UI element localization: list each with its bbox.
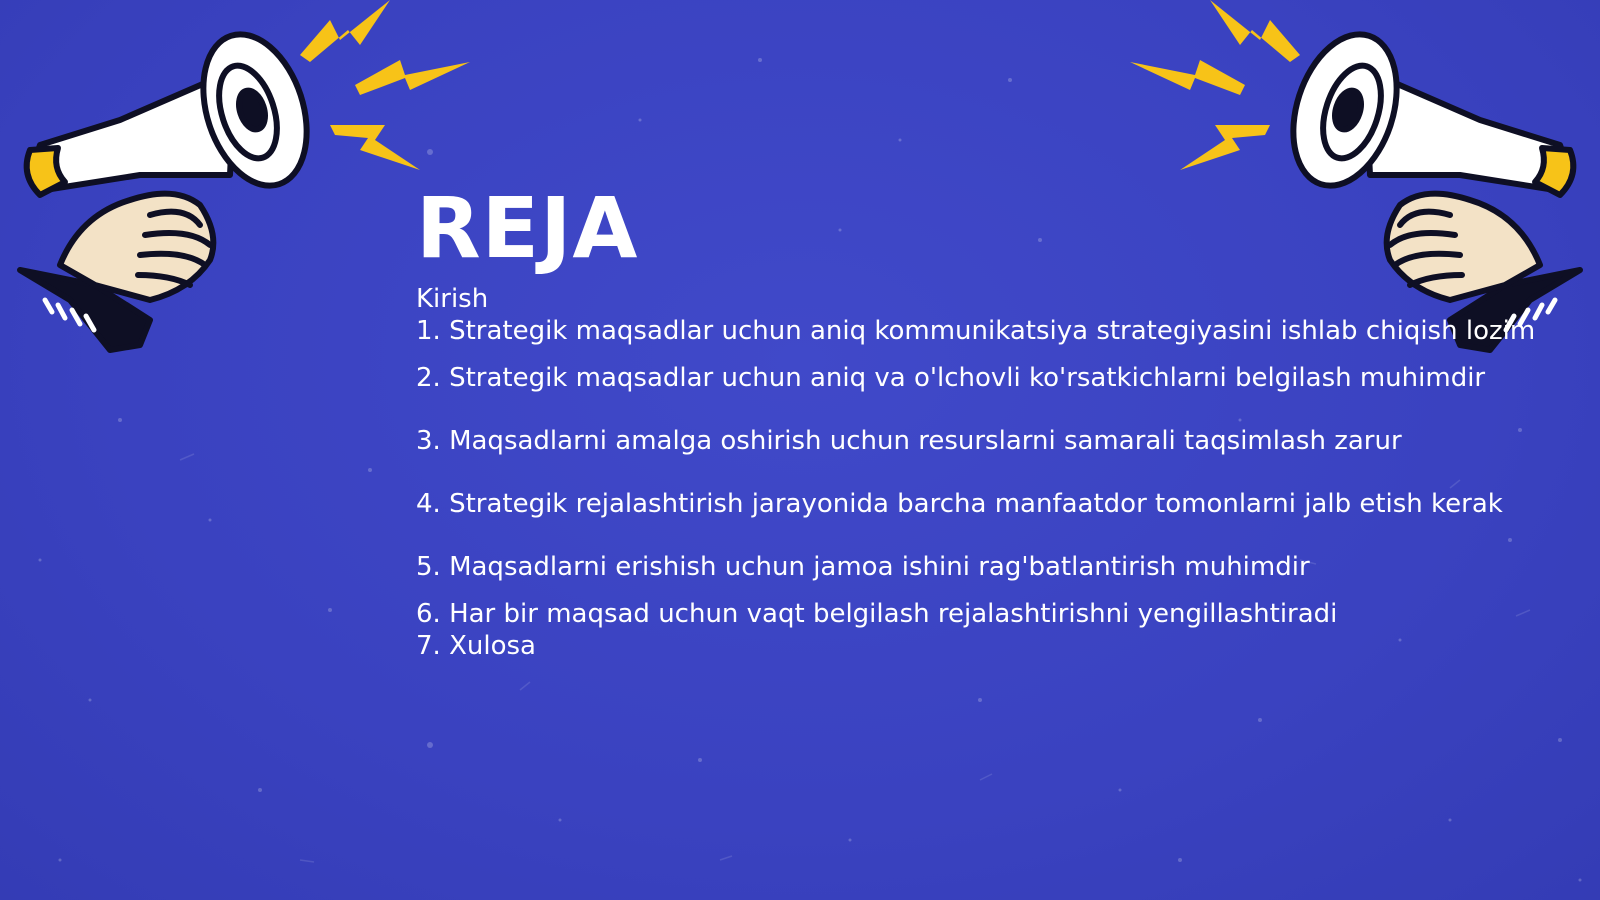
list-item: 4. Strategik rejalashtirish jarayonida barcha manfaatdor tomonlarni jalb etish kerak [416, 489, 1503, 519]
list-item: 3. Maqsadlarni amalga oshirish uchun resurslarni samarali taqsimlash zarur [416, 426, 1402, 456]
list-item: 1. Strategik maqsadlar uchun aniq kommunikatsiya strategiyasini ishlab chiqish lozim [416, 316, 1536, 346]
megaphone-left-icon [0, 0, 480, 370]
list-item: 6. Har bir maqsad uchun vaqt belgilash rejalashtirishni yengillashtiradi [416, 599, 1338, 629]
list-item: 5. Maqsadlarni erishish uchun jamoa ishini rag'batlantirish muhimdir [416, 552, 1310, 582]
intro-item: Kirish [416, 284, 489, 314]
slide-title: REJA [416, 179, 639, 277]
list-item: 7. Xulosa [416, 631, 536, 661]
list-item: 2. Strategik maqsadlar uchun aniq va o'lchovli ko'rsatkichlarni belgilash muhimdir [416, 363, 1486, 393]
